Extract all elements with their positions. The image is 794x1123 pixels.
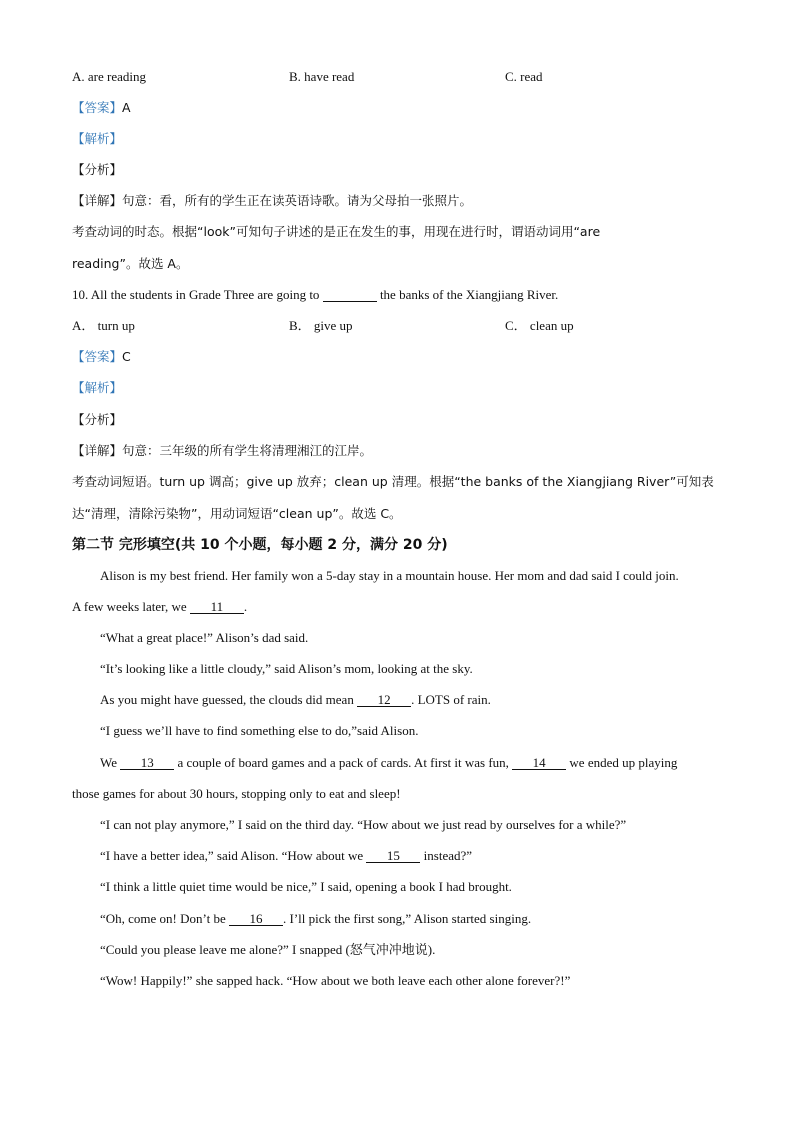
- passage-p11: “Could you please leave me alone?” I snapped (怒气冲冲地说).: [100, 942, 436, 957]
- q10-explain-line1: 考查动词短语。turn up 调高；give up 放弃；clean up 清理。根据“the banks of the Xiangjiang River”可知表: [72, 474, 714, 489]
- q10-blank: [323, 288, 377, 302]
- text: .: [243, 599, 248, 614]
- blank-11: 11: [190, 600, 244, 614]
- passage-p8: [100, 848, 472, 864]
- text: we ended up playing: [569, 755, 678, 770]
- q10-option-b: B． give up: [289, 318, 353, 333]
- passage-p6-line2: those games for about 30 hours, stopping only to eat and sleep!: [72, 786, 401, 801]
- detail-tag: 【详解】: [72, 193, 123, 208]
- blank-13: 13: [120, 756, 174, 770]
- q10-jiexi-tag: 【解析】: [72, 380, 123, 395]
- q9-option-a: A. are reading: [72, 69, 146, 84]
- section-title: 第二节 完形填空(共 10 个小题，每小题 2 分，满分 20 分): [72, 537, 448, 553]
- passage-p7: “I can not play anymore,” I said on the third day. “How about we just read by ourselves for a while?”: [100, 817, 627, 832]
- text: instead?”: [423, 848, 473, 863]
- text: “I have a better idea,” said Alison. “How about we: [100, 848, 364, 863]
- text: We: [100, 755, 117, 770]
- text: A few weeks later, we: [72, 599, 187, 614]
- blank-12: 12: [357, 693, 411, 707]
- blank-15: 15: [366, 849, 420, 863]
- q10-answer: [72, 349, 131, 365]
- q9-explain-line1: 考查动词的时态。根据“look”可知句子讲述的是正在发生的事，用现在进行时，谓语动词用“are: [72, 224, 601, 239]
- blank-16: 16: [229, 912, 283, 926]
- passage-p2: “What a great place!” Alison’s dad said.: [100, 630, 309, 645]
- q9-option-c: C. read: [505, 69, 543, 84]
- q10-option-a: A． turn up: [72, 318, 135, 333]
- answer-tag: 【答案】: [72, 349, 123, 364]
- text: . I’ll pick the first song,” Alison started singing.: [283, 911, 532, 926]
- passage-p4: [100, 692, 491, 708]
- q10-explain-line2: 达“清理，清除污染物”，用动词短语“clean up”。故选 C。: [72, 506, 402, 521]
- detail-text: 句意：三年级的所有学生将清理湘江的江岸。: [122, 443, 373, 458]
- q9-detail: [72, 193, 472, 209]
- passage-p6: [100, 755, 677, 771]
- q10-stem-pre: 10. All the students in Grade Three are going to: [72, 287, 320, 302]
- q10-stem-post: the banks of the Xiangjiang River.: [379, 287, 559, 302]
- passage-p5: “I guess we’ll have to find something else to do,”said Alison.: [100, 723, 419, 738]
- q9-jiexi-tag: 【解析】: [72, 131, 123, 146]
- passage-p3: “It’s looking like a little cloudy,” said Alison’s mom, looking at the sky.: [100, 661, 473, 676]
- text: a couple of board games and a pack of cards. At first it was fun,: [177, 755, 509, 770]
- q10-stem: [72, 287, 558, 303]
- q9-option-b: B. have read: [289, 69, 355, 84]
- detail-text: 句意：看，所有的学生正在读英语诗歌。请为父母拍一张照片。: [122, 193, 473, 208]
- answer-tag: 【答案】: [72, 100, 123, 115]
- passage-p9: “I think a little quiet time would be nice,” I said, opening a book I had brought.: [100, 879, 512, 894]
- answer-value: C: [122, 349, 131, 364]
- passage-p1-line2: [72, 599, 247, 615]
- blank-14: 14: [512, 756, 566, 770]
- q9-answer: [72, 100, 131, 116]
- q9-explain-line2: reading”。故选 A。: [72, 256, 189, 271]
- passage-p1-line1: Alison is my best friend. Her family won a 5-day stay in a mountain house. Her mom and dad said I could join.: [100, 568, 679, 583]
- q10-option-c: C． clean up: [505, 318, 574, 333]
- text: “Oh, come on! Don’t be: [100, 911, 226, 926]
- q10-fenxi-tag: 【分析】: [72, 412, 123, 427]
- text: . LOTS of rain.: [411, 692, 491, 707]
- text: As you might have guessed, the clouds did mean: [100, 692, 354, 707]
- q9-fenxi-tag: 【分析】: [72, 162, 123, 177]
- detail-tag: 【详解】: [72, 443, 123, 458]
- answer-value: A: [122, 100, 131, 115]
- q10-detail: [72, 443, 372, 459]
- passage-p12: “Wow! Happily!” she sapped hack. “How about we both leave each other alone forever?!”: [100, 973, 571, 988]
- passage-p10: [100, 911, 531, 927]
